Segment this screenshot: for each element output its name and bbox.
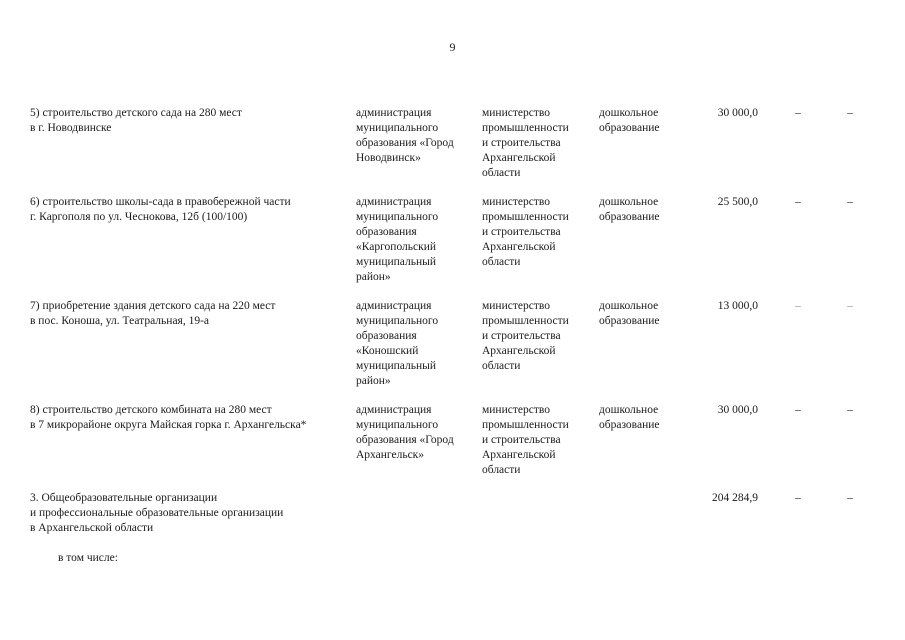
dash-cell: – [847, 107, 853, 119]
dash-cell: – [795, 300, 801, 312]
ministry: министерство промышленности и строительства Архангельской области [482, 196, 569, 268]
dash-cell: – [795, 492, 801, 504]
dash-cell: – [795, 107, 801, 119]
project-name: 6) строительство школы-сада в правобережной части г. Каргополя по ул. Чеснокова, 12б (100/100) [30, 196, 291, 223]
dash-cell: – [847, 492, 853, 504]
ministry: министерство промышленности и строительства Архангельской области [482, 107, 569, 179]
dash-cell: – [795, 196, 801, 208]
section-amount: 204 284,9 [712, 492, 758, 504]
administrator: администрация муниципального образования «Город Новодвинск» [356, 107, 454, 164]
education-area: дошкольное образование [599, 300, 660, 327]
page-number: 9 [449, 40, 456, 54]
section-title: 3. Общеобразовательные организации и профессиональные образовательные организации в Архангельской области [30, 492, 284, 534]
amount: 30 000,0 [717, 107, 758, 119]
dash-cell: – [795, 404, 801, 416]
project-name: 5) строительство детского сада на 280 мест в г. Новодвинске [30, 107, 242, 134]
including-label: в том числе: [58, 552, 118, 564]
ministry: министерство промышленности и строительства Архангельской области [482, 404, 569, 476]
dash-cell: – [847, 196, 853, 208]
amount: 25 500,0 [717, 196, 758, 208]
dash-cell: – [847, 300, 853, 312]
project-name: 7) приобретение здания детского сада на 220 мест в пос. Коноша, ул. Театральная, 19-а [30, 300, 276, 327]
amount: 30 000,0 [717, 404, 758, 416]
administrator: администрация муниципального образования «Коношский муниципальный район» [356, 300, 439, 387]
education-area: дошкольное образование [599, 107, 660, 134]
dash-cell: – [847, 404, 853, 416]
project-name: 8) строительство детского комбината на 280 мест в 7 микрорайоне округа Майская горка г. Архангельска* [30, 404, 307, 431]
administrator: администрация муниципального образования «Город Архангельск» [356, 404, 454, 461]
amount: 13 000,0 [717, 300, 758, 312]
ministry: министерство промышленности и строительства Архангельской области [482, 300, 569, 372]
education-area: дошкольное образование [599, 196, 660, 223]
administrator: администрация муниципального образования «Каргопольский муниципальный район» [356, 196, 439, 283]
education-area: дошкольное образование [599, 404, 660, 431]
